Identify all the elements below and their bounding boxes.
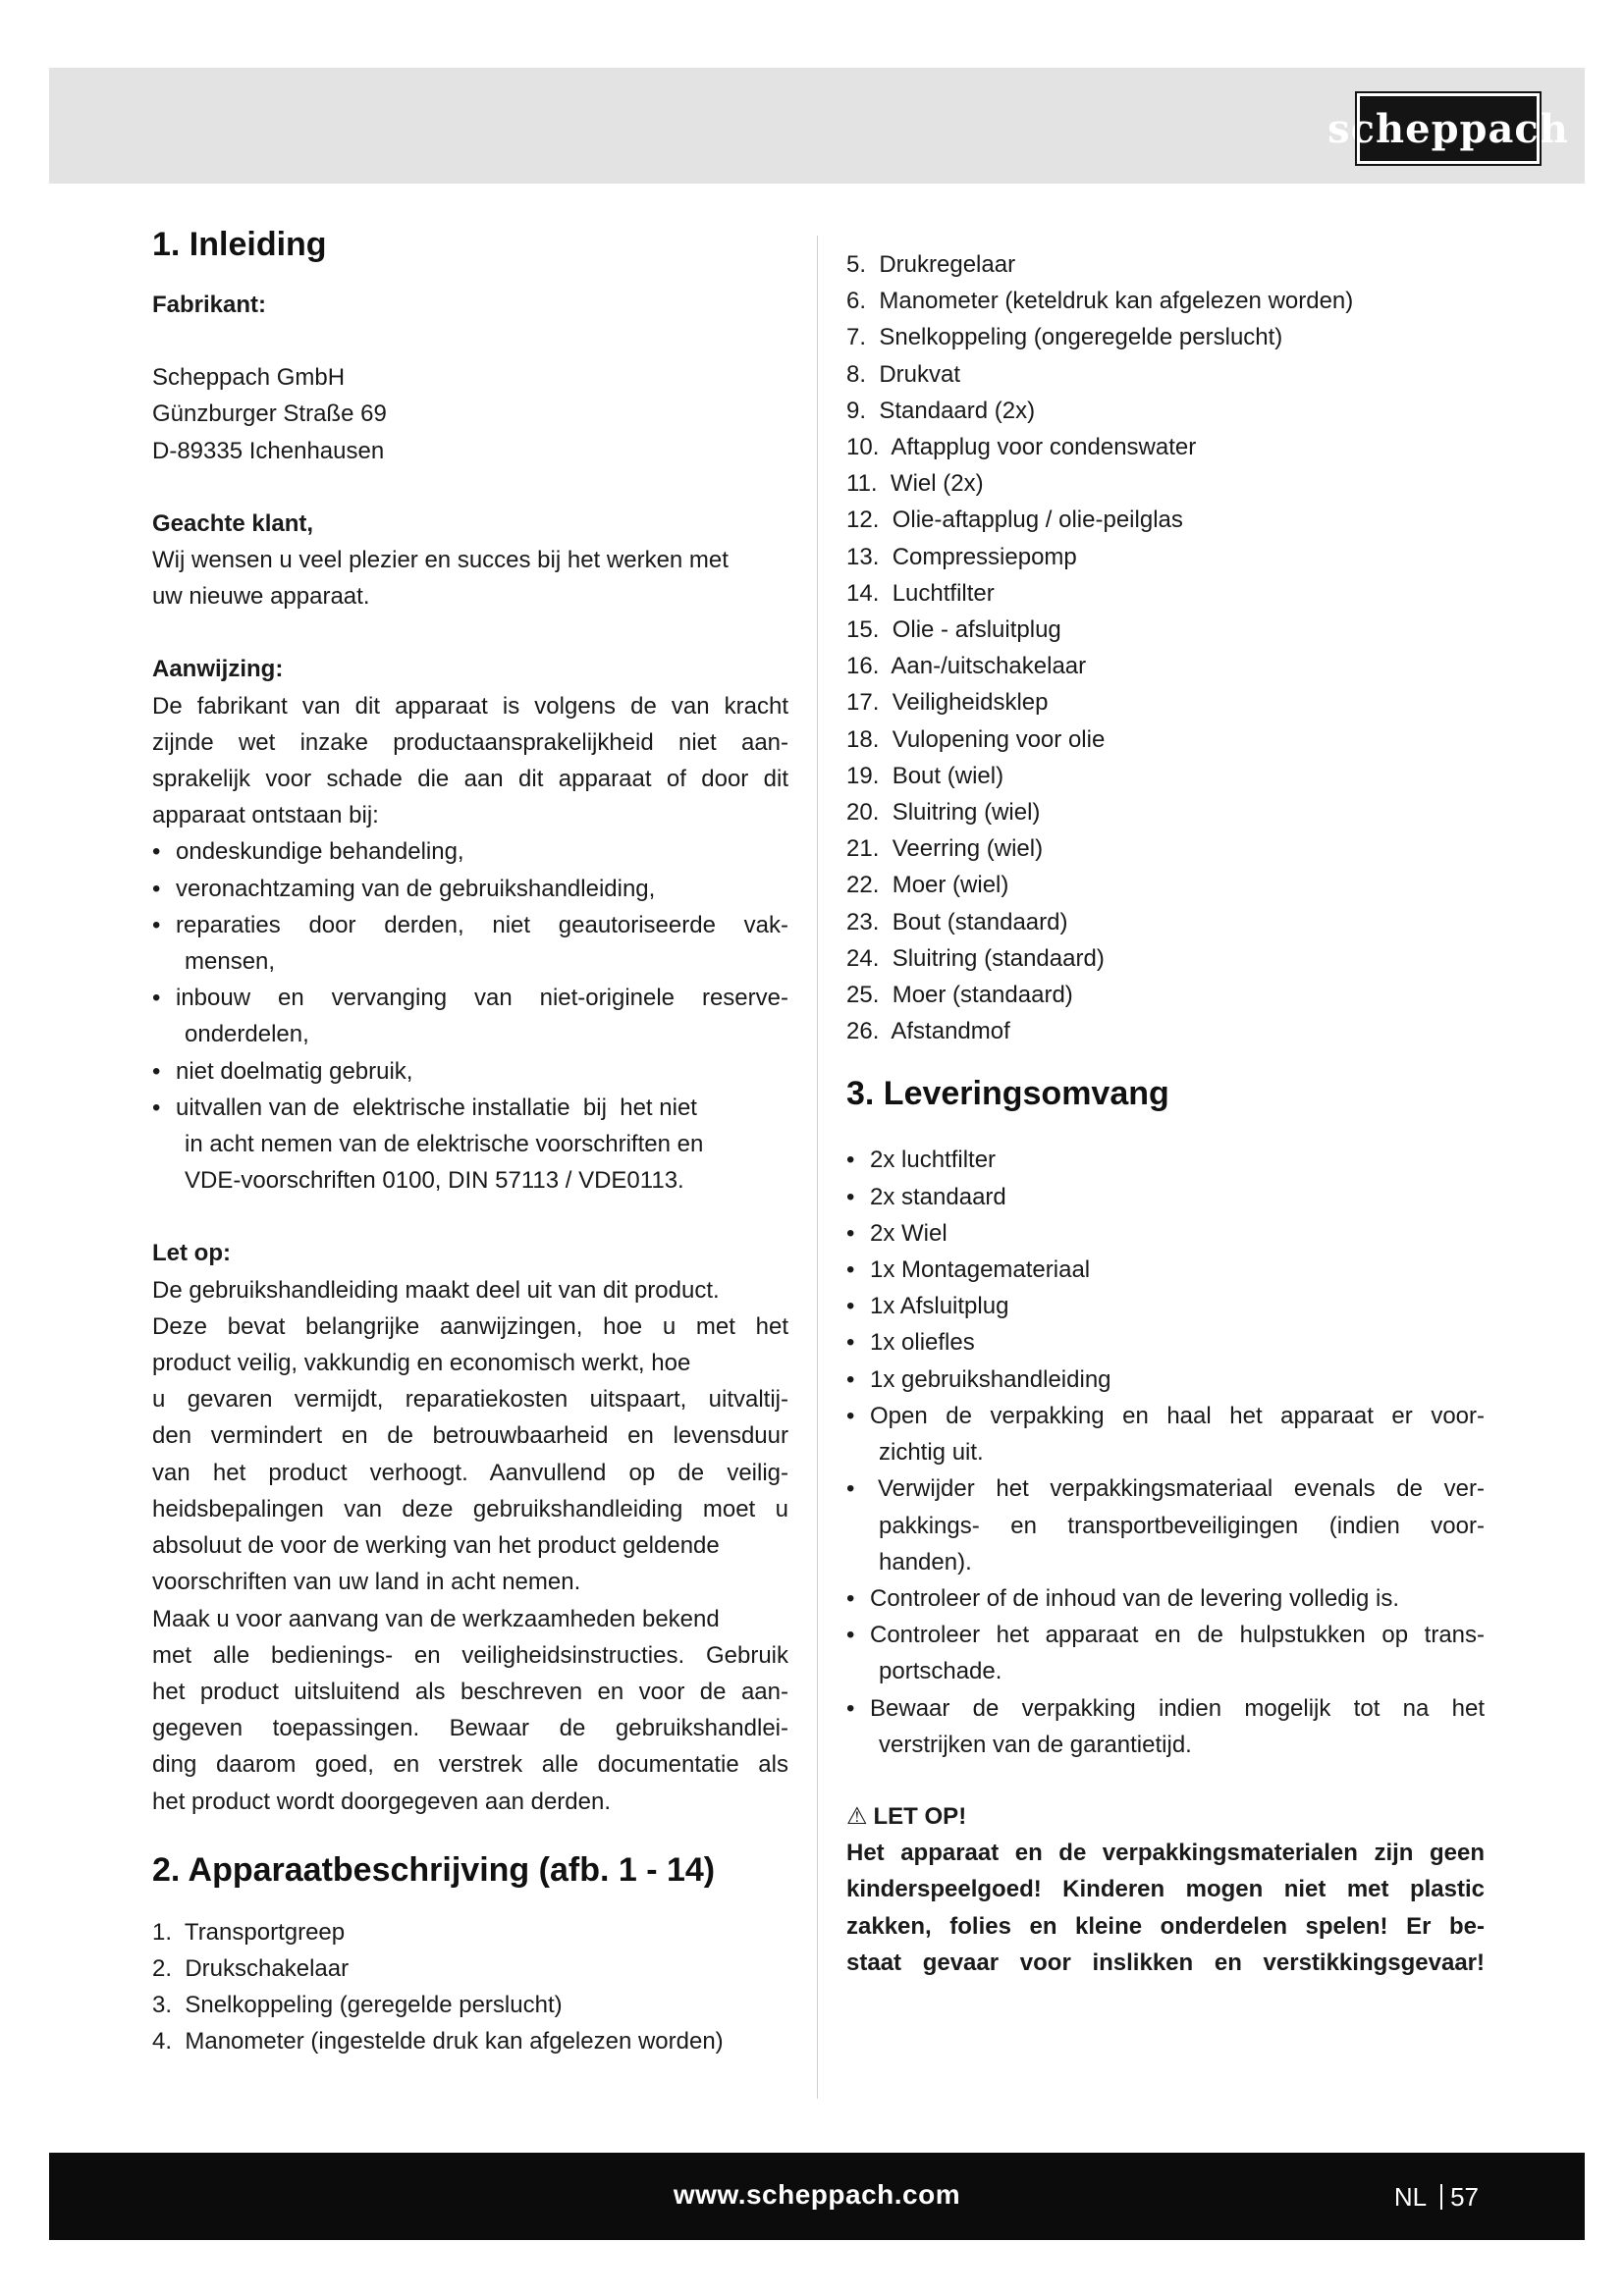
- list-item: • 1x gebruikshandleiding: [846, 1362, 1485, 1398]
- right-column: [846, 246, 1485, 1981]
- warning-triangle-icon: ⚠: [846, 1802, 868, 1830]
- attention-line: het product wordt doorgegeven aan derden.: [152, 1788, 612, 1815]
- attention-line: den vermindert en de betrouwbaarheid en levensduur: [152, 1422, 788, 1450]
- parts-item: 23. Bout (standaard): [846, 908, 1068, 935]
- liability-list: [152, 833, 788, 1199]
- list-item: • niet doelmatig gebruik,: [152, 1053, 788, 1090]
- footer-website-link[interactable]: www.scheppach.com: [673, 2179, 961, 2210]
- warning-line: staat gevaar voor inslikken en verstikkingsgevaar!: [846, 1949, 1485, 1976]
- parts-item: 2. Drukschakelaar: [152, 1954, 350, 1982]
- parts-item: 8. Drukvat: [846, 360, 961, 388]
- intro-line: uw nieuwe apparaat.: [152, 583, 370, 611]
- column-divider: [817, 236, 818, 2099]
- attention-line: u gevaren vermijdt, reparatiekosten uitspaart, uitvaltij-: [152, 1386, 788, 1414]
- parts-list: [152, 1914, 788, 2060]
- list-item-continuation: onderdelen,: [185, 1021, 309, 1048]
- parts-item: 4. Manometer (ingestelde druk kan afgelezen worden): [152, 2028, 724, 2056]
- parts-item: 6. Manometer (keteldruk kan afgelezen worden): [846, 288, 1354, 315]
- parts-item: 14. Luchtfilter: [846, 579, 995, 607]
- attention-line: voorschriften van uw land in acht nemen.: [152, 1569, 581, 1596]
- page-separator: [1440, 2184, 1442, 2210]
- list-item: • Verwijder het verpakkingsmateriaal evenals de ver-: [846, 1470, 1485, 1507]
- address-line: D-89335 Ichenhausen: [152, 437, 385, 464]
- list-item-continuation: in acht nemen van de elektrische voorschriften en: [185, 1131, 704, 1158]
- section-2-title: 2. Apparaatbeschrijving (afb. 1 - 14): [152, 1850, 716, 1889]
- page-number: [1394, 2182, 1479, 2213]
- parts-item: 10. Aftapplug voor condenswater: [846, 434, 1197, 461]
- list-item: • 1x Afsluitplug: [846, 1288, 1485, 1324]
- list-item: • Open de verpakking en haal het apparaat er voor-: [846, 1398, 1485, 1434]
- manufacturer-label: Fabrikant:: [152, 292, 267, 318]
- note-line: apparaat ontstaan bij:: [152, 802, 379, 829]
- attention-line: product veilig, vakkundig en economisch werkt, hoe: [152, 1350, 691, 1377]
- list-item: • 1x oliefles: [846, 1324, 1485, 1361]
- note-line: sprakelijk voor schade die aan dit apparaat of door dit: [152, 766, 788, 793]
- list-item: • 2x luchtfilter: [846, 1142, 1485, 1178]
- list-item: • Controleer of de inhoud van de levering volledig is.: [846, 1580, 1485, 1617]
- attention-line: Deze bevat belangrijke aanwijzingen, hoe u met het: [152, 1312, 788, 1340]
- section-1-title: 1. Inleiding: [152, 226, 327, 263]
- page-value: 57: [1450, 2182, 1479, 2212]
- list-item: • Controleer het apparaat en de hulpstukken op trans-: [846, 1617, 1485, 1653]
- parts-item: 3. Snelkoppeling (geregelde perslucht): [152, 1992, 563, 2019]
- list-item: • 2x Wiel: [846, 1215, 1485, 1252]
- parts-item: 26. Afstandmof: [846, 1018, 1010, 1045]
- warning-line: kinderspeelgoed! Kinderen mogen niet met plastic: [846, 1876, 1485, 1903]
- parts-list-continued: [846, 246, 1485, 1049]
- list-item: • inbouw en vervanging van niet-originele reserve-: [152, 980, 788, 1016]
- parts-item: 11. Wiel (2x): [846, 470, 984, 498]
- attention-line: Maak u voor aanvang van de werkzaamheden bekend: [152, 1605, 720, 1632]
- parts-item: 21. Veerring (wiel): [846, 835, 1044, 863]
- parts-item: 19. Bout (wiel): [846, 762, 1004, 789]
- list-item: • 2x standaard: [846, 1179, 1485, 1215]
- attention-line: met alle bedienings- en veiligheidsinstructies. Gebruik: [152, 1641, 788, 1669]
- warning-box: [846, 1835, 1485, 1981]
- list-item-continuation: verstrijken van de garantietijd.: [879, 1731, 1192, 1758]
- list-item-continuation: VDE-voorschriften 0100, DIN 57113 / VDE0113.: [185, 1167, 684, 1195]
- attention-paragraph: [152, 1272, 788, 1820]
- warning-line: Het apparaat en de verpakkingsmaterialen zijn geen: [846, 1840, 1485, 1867]
- parts-item: 17. Veiligheidsklep: [846, 689, 1049, 717]
- delivery-list: [846, 1142, 1485, 1762]
- note-line: De fabrikant van dit apparaat is volgens de van kracht: [152, 692, 788, 720]
- parts-item: 1. Transportgreep: [152, 1918, 346, 1946]
- list-item-continuation: portschade.: [879, 1658, 1002, 1685]
- list-item: • uitvallen van de elektrische installatie bij het niet: [152, 1090, 788, 1126]
- parts-item: 9. Standaard (2x): [846, 397, 1036, 424]
- parts-item: 5. Drukregelaar: [846, 251, 1016, 278]
- list-item: • Bewaar de verpakking indien mogelijk tot na het: [846, 1690, 1485, 1727]
- list-item: • veronachtzaming van de gebruikshandleiding,: [152, 871, 788, 907]
- section-3-title: 3. Leveringsomvang: [846, 1075, 1169, 1113]
- parts-item: 16. Aan-/uitschakelaar: [846, 653, 1087, 680]
- attention-label: Let op:: [152, 1240, 231, 1267]
- parts-item: 18. Vulopening voor olie: [846, 725, 1106, 753]
- list-item: • ondeskundige behandeling,: [152, 833, 788, 870]
- attention-line: De gebruikshandleiding maakt deel uit van dit product.: [152, 1276, 720, 1304]
- address-line: Günzburger Straße 69: [152, 400, 387, 428]
- list-item: • reparaties door derden, niet geautoriseerde vak-: [152, 907, 788, 943]
- list-item-continuation: zichtig uit.: [879, 1439, 984, 1467]
- list-item-continuation: mensen,: [185, 948, 276, 976]
- attention-line: het product uitsluitend als beschreven en voor de aan-: [152, 1678, 788, 1705]
- parts-item: 12. Olie-aftapplug / olie-peilglas: [846, 507, 1183, 534]
- intro-line: Wij wensen u veel plezier en succes bij het werken met: [152, 547, 729, 574]
- warning-title: LET OP!: [873, 1802, 967, 1830]
- parts-item: 15. Olie - afsluitplug: [846, 616, 1061, 644]
- list-item: • 1x Montagemateriaal: [846, 1252, 1485, 1288]
- parts-item: 24. Sluitring (standaard): [846, 944, 1105, 972]
- greeting: Geachte klant,: [152, 509, 314, 537]
- parts-item: 7. Snelkoppeling (ongeregelde perslucht): [846, 324, 1283, 351]
- warning-heading: [846, 1798, 1485, 1835]
- manufacturer-address: [152, 359, 788, 469]
- attention-line: gegeven toepassingen. Bewaar de gebruikshandlei-: [152, 1715, 788, 1742]
- parts-item: 20. Sluitring (wiel): [846, 799, 1041, 827]
- language-code: NL: [1393, 2182, 1428, 2212]
- left-column: [152, 224, 788, 2060]
- logo-text: scheppach: [1327, 105, 1569, 152]
- footer-bar: [49, 2153, 1585, 2240]
- attention-line: ding daarom goed, en verstrek alle documentatie als: [152, 1751, 788, 1779]
- parts-item: 22. Moer (wiel): [846, 872, 1009, 899]
- note-label: Aanwijzing:: [152, 656, 284, 683]
- parts-item: 25. Moer (standaard): [846, 982, 1073, 1009]
- parts-item: 13. Compressiepomp: [846, 543, 1077, 570]
- list-item-continuation: pakkings- en transportbeveiligingen (indien voor-: [879, 1512, 1485, 1539]
- note-line: zijnde wet inzake productaansprakelijkheid niet aan-: [152, 728, 788, 756]
- list-item-continuation: handen).: [879, 1548, 972, 1575]
- brand-logo: [1327, 93, 1569, 164]
- address-line: Scheppach GmbH: [152, 364, 346, 392]
- attention-line: heidsbepalingen van deze gebruikshandleiding moet u: [152, 1495, 788, 1522]
- attention-line: van het product verhoogt. Aanvullend op de veilig-: [152, 1459, 788, 1486]
- warning-line: zakken, folies en kleine onderdelen spelen! Er be-: [846, 1912, 1485, 1940]
- attention-line: absoluut de voor de werking van het product geldende: [152, 1532, 720, 1560]
